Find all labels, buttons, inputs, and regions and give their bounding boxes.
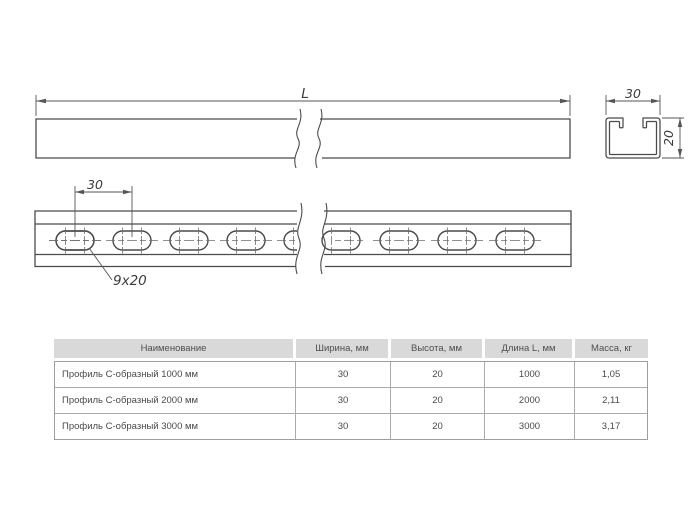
header-cell-width: Ширина, мм — [296, 339, 388, 358]
hole-size-label: 9x20 — [113, 273, 147, 289]
spec-table-header — [54, 339, 648, 358]
cell-mass: 2,11 — [602, 395, 620, 406]
header-cell-mass: Масса, кг — [575, 339, 648, 358]
table-row — [55, 362, 647, 388]
cell-mass: 1,05 — [601, 369, 621, 380]
header-cell-height: Высота, мм — [391, 339, 482, 358]
cell-height: 20 — [391, 388, 485, 413]
cell-width: 30 — [296, 414, 391, 439]
front-view-drawing — [35, 203, 571, 274]
slot-holes-left — [49, 228, 329, 254]
length-dimension-label: L — [301, 86, 309, 102]
hole-size-leader — [89, 248, 112, 280]
cell-height: 20 — [391, 414, 485, 439]
table-row — [55, 414, 647, 439]
cell-name: Профиль С-образный 3000 мм — [55, 414, 296, 439]
spec-table — [54, 339, 648, 440]
header-cell-length: Длина L, мм — [485, 339, 572, 358]
top-view-drawing — [36, 109, 570, 168]
cell-height: 20 — [391, 362, 485, 387]
header-cell-name: Наименование — [54, 339, 293, 358]
table-row — [55, 388, 647, 414]
cell-length: 2000 — [485, 388, 575, 413]
cell-name: Профиль С-образный 1000 мм — [55, 362, 296, 387]
cross-section-drawing — [606, 118, 660, 158]
cell-width: 30 — [296, 388, 391, 413]
cell-length: 1000 — [485, 362, 575, 387]
cell-width: 30 — [296, 362, 391, 387]
spec-table-body — [54, 361, 648, 440]
cell-length: 3000 — [485, 414, 575, 439]
section-height-dimension-label: 20 — [661, 130, 676, 146]
cell-name: Профиль С-образный 2000 мм — [55, 388, 296, 413]
section-width-dimension-label: 30 — [625, 86, 641, 101]
cell-mass: 3,17 — [601, 421, 621, 432]
hole-pitch-dimension-label: 30 — [87, 177, 103, 192]
slot-holes-right — [322, 228, 541, 254]
